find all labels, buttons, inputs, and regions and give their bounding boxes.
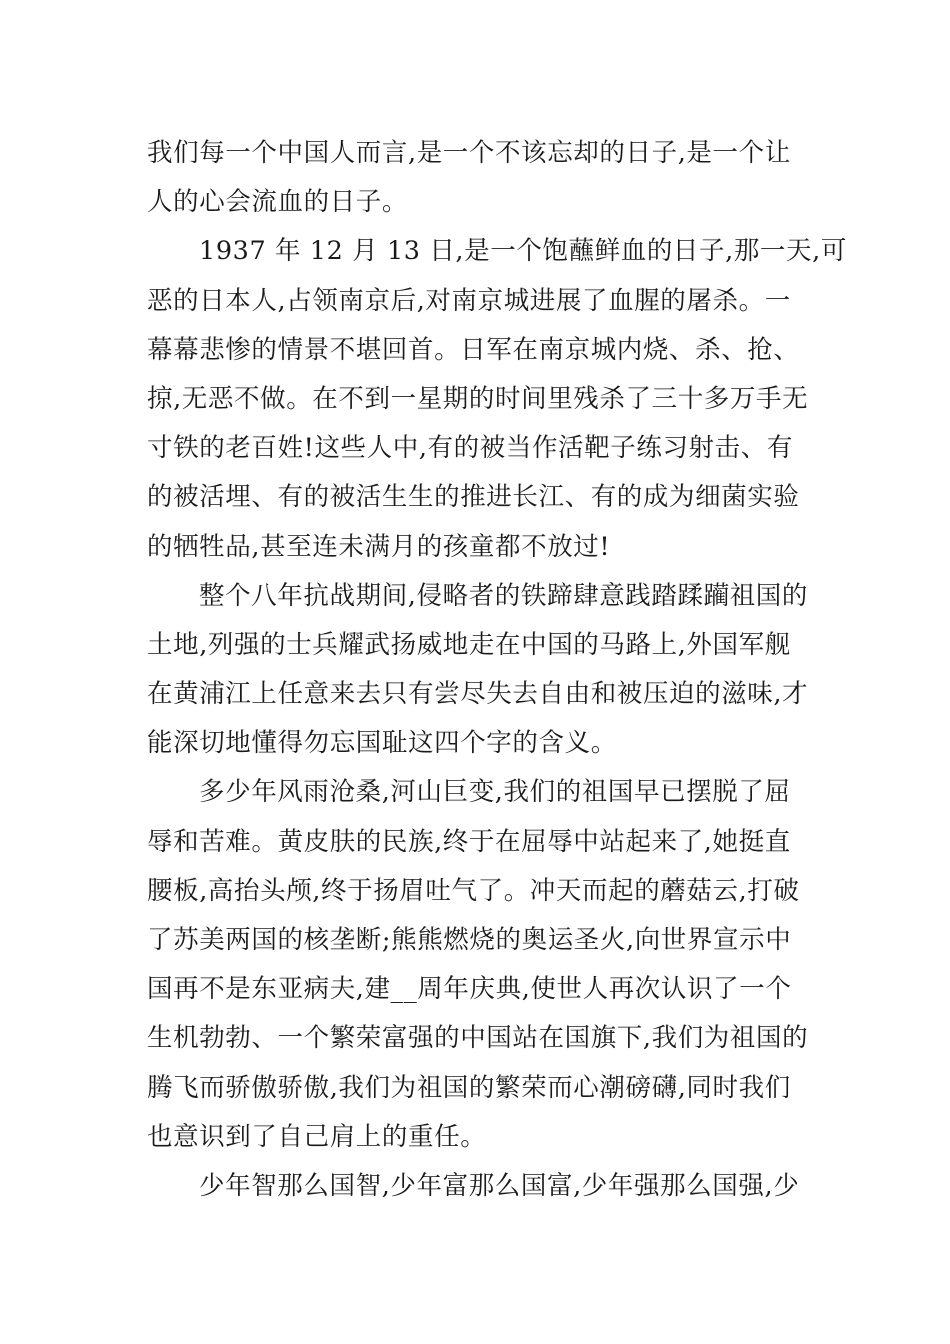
text-line: 我们每一个中国人而言,是一个不该忘却的日子,是一个让 [147,138,791,168]
text-line: 1937 年 12 月 13 日,是一个饱蘸鲜血的日子,那一天,可 [199,236,847,267]
text-line: 也意识到了自己肩上的重任。 [147,1121,487,1152]
text-line: 辱和苦难。黄皮肤的民族,终于在屈辱中站起来了,她挺直 [147,826,791,857]
body-text [147,129,847,1211]
text-line: 整个八年抗战期间,侵略者的铁蹄肆意践踏蹂躏祖国的 [199,580,809,611]
text-line: 腰板,高抬头颅,终于扬眉吐气了。冲天而起的蘑菇云,打破 [147,875,800,906]
text-line: 幕幕悲惨的情景不堪回首。日军在南京城内烧、杀、抢、 [147,334,800,365]
text-line: 的牺牲品,甚至连未满月的孩童都不放过! [147,531,611,562]
paragraph-2 [147,227,847,571]
text-line: 恶的日本人,占领南京后,对南京城进展了血腥的屠杀。一 [147,285,791,316]
text-line: 人的心会流血的日子。 [147,187,409,218]
text-line: 掠,无恶不做。在不到一星期的时间里残杀了三十多万手无 [147,383,809,414]
paragraph-5 [147,1162,803,1211]
text-line: 少年智那么国智,少年富那么国富,少年强那么国强,少 [199,1170,800,1201]
paragraph-3 [147,572,809,769]
text-line: 能深切地懂得勿忘国耻这四个字的含义。 [147,728,617,759]
text-line: 寸铁的老百姓!这些人中,有的被当作活靶子练习射击、有 [147,433,793,464]
text-line: 土地,列强的士兵耀武扬威地走在中国的马路上,外国军舰 [147,629,791,660]
text-line: 在黄浦江上任意来去只有尝尽失去自由和被压迫的滋味,才 [147,679,809,710]
text-line: 多少年风雨沧桑,河山巨变,我们的祖国早已摆脱了屈 [199,777,791,808]
text-line: 腾飞而骄傲骄傲,我们为祖国的繁荣而心潮磅礴,同时我们 [147,1072,791,1103]
text-line: 的被活埋、有的被活生生的推进长江、有的成为细菌实验 [147,482,800,513]
text-line: 生机勃勃、一个繁荣富强的中国站在国旗下,我们为祖国的 [147,1023,809,1054]
paragraph-4 [147,768,809,1162]
text-line: 国再不是东亚病夫,建__周年庆典,使世人再次认识了一个 [147,974,792,1005]
paragraph-1 [147,129,803,227]
text-line: 了苏美两国的核垄断;熊熊燃烧的奥运圣火,向世界宣示中 [147,925,792,955]
